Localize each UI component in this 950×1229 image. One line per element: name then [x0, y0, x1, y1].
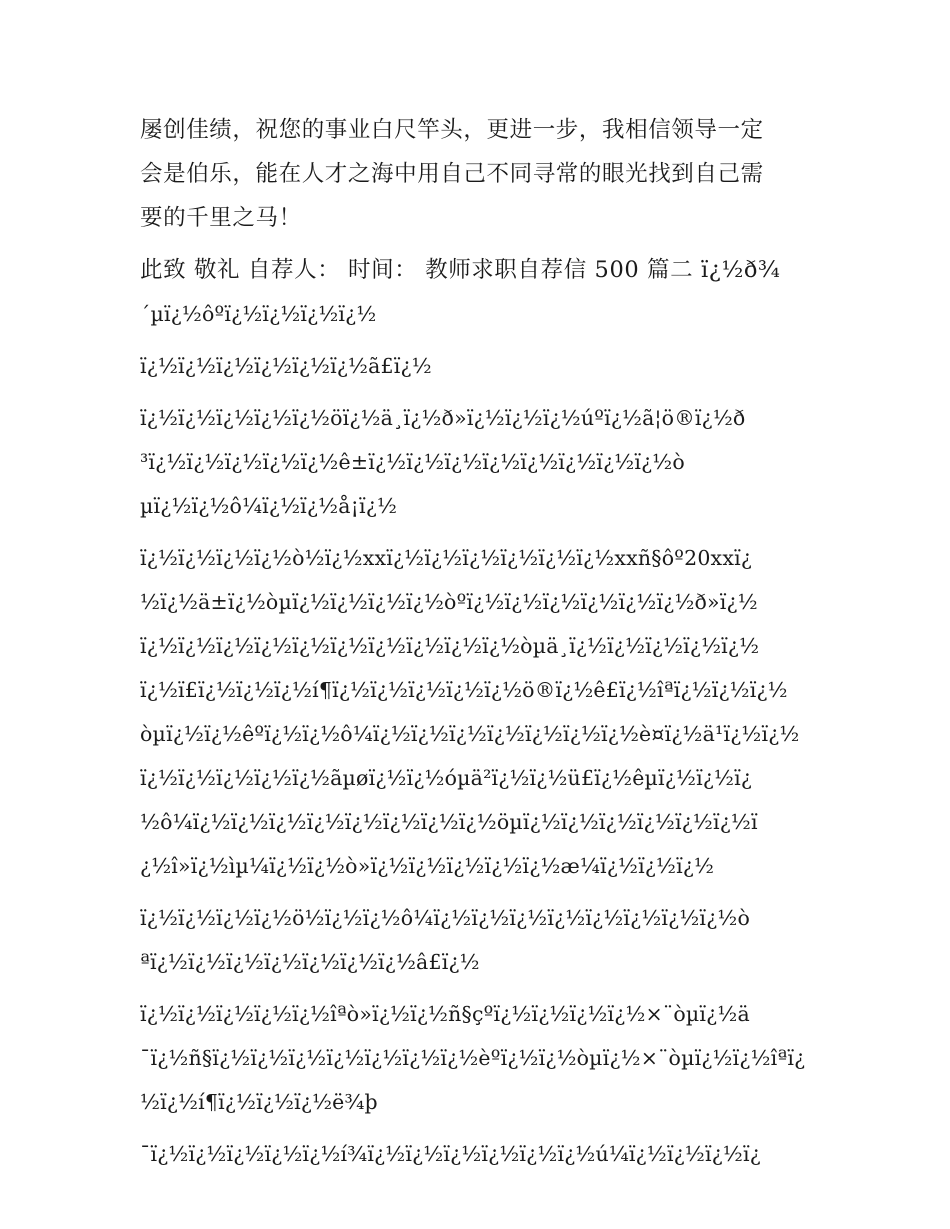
text-line-18: ï¿½ï¿½ï¿½ï¿½ö½ï¿½ï¿½ô¼ï¿½ï¿½ï¿½ï¿½ï¿½ï¿½ï¿½ï¿½ò	[140, 906, 750, 930]
text-line-3: 要的千里之马！	[140, 205, 302, 231]
text-line-2: 会是伯乐，能在人才之海中用自己不同寻常的眼光找到自己需	[140, 161, 764, 187]
document-body	[140, 108, 812, 1176]
text-line-6: ï¿½ï¿½ï¿½ï¿½ï¿½ï¿½ã£ï¿½	[140, 354, 432, 378]
text-line-20: ï¿½ï¿½ï¿½ï¿½ï¿½îªò»ï¿½ï¿½ñ§çºï¿½ï¿½ï¿½ï¿½×¨òµï¿½ä	[140, 1002, 750, 1026]
text-line-15: ï¿½ï¿½ï¿½ï¿½ï¿½ãµøï¿½ï¿½óµä²ï¿½ï¿½ü£ï¿½êµï¿½ï¿½ï¿	[140, 766, 753, 790]
text-line-5: ´µï¿½ôºï¿½ï¿½ï¿½ï¿½	[140, 302, 377, 326]
text-line-14: òµï¿½ï¿½êºï¿½ï¿½ô¼ï¿½ï¿½ï¿½ï¿½ï¿½ï¿½ï¿½è¤ï¿½ä¹ï¿½ï¿½	[140, 722, 800, 746]
text-line-1: 屡创佳绩，祝您的事业白尺竿头，更进一步，我相信领导一定	[140, 117, 764, 143]
text-line-17: ¿½î»ï¿½ìµ¼ï¿½ï¿½ò»ï¿½ï¿½ï¿½ï¿½ï¿½æ¼ï¿½ï¿½ï¿½	[140, 854, 715, 878]
text-line-11: ½ï¿½ä±ï¿½òµï¿½ï¿½ï¿½ï¿½òºï¿½ï¿½ï¿½ï¿½ï¿½ï¿½ð»ï¿½	[140, 590, 758, 614]
text-line-8: ³ï¿½ï¿½ï¿½ï¿½ï¿½ê±ï¿½ï¿½ï¿½ï¿½ï¿½ï¿½ï¿½ï¿½ò	[140, 450, 685, 474]
text-line-12: ï¿½ï¿½ï¿½ï¿½ï¿½ï¿½ï¿½ï¿½ï¿½ï¿½òµä¸ï¿½ï¿½ï¿½ï¿½ï¿½	[140, 634, 760, 658]
text-line-13: ï¿½ï£ï¿½ï¿½ï¿½í¶ï¿½ï¿½ï¿½ï¿½ï¿½ö®ï¿½ê£ï¿½îªï¿½ï¿½ï¿½	[140, 678, 788, 702]
text-line-22: ½ï¿½í¶ï¿½ï¿½ï¿½ë¾þ	[140, 1090, 378, 1114]
text-line-7: ï¿½ï¿½ï¿½ï¿½ï¿½öï¿½ä¸ï¿½ð»ï¿½ï¿½ï¿½úºï¿½ã¦ö®ï¿½ð	[140, 406, 746, 430]
text-line-9: µï¿½ï¿½ô¼ï¿½ï¿½å¡ï¿½	[140, 494, 398, 518]
text-line-23: ¯ï¿½ï¿½ï¿½ï¿½ï¿½í¾ï¿½ï¿½ï¿½ï¿½ï¿½ï¿½ú¼ï¿½ï¿½ï¿½ï¿	[140, 1142, 761, 1166]
text-line-19: ªï¿½ï¿½ï¿½ï¿½ï¿½ï¿½ï¿½â£ï¿½	[140, 950, 480, 974]
text-line-10: ï¿½ï¿½ï¿½ï¿½ò½ï¿½xxï¿½ï¿½ï¿½ï¿½ï¿½ï¿½xxñ§ôº20xxï¿	[140, 546, 753, 570]
text-line-21: ¯ï¿½ñ§ï¿½ï¿½ï¿½ï¿½ï¿½ï¿½ï¿½èºï¿½ï¿½òµï¿½×¨òµï¿½ï¿½îªï¿	[140, 1046, 806, 1070]
text-line-16: ½ô¼ï¿½ï¿½ï¿½ï¿½ï¿½ï¿½ï¿½ï¿½öµï¿½ï¿½ï¿½ï¿½ï¿½ï¿½ï	[140, 810, 758, 834]
text-line-4: 此致 敬礼 自荐人： 时间： 教师求职自荐信 500 篇二 ï¿½ð¾	[140, 257, 781, 283]
